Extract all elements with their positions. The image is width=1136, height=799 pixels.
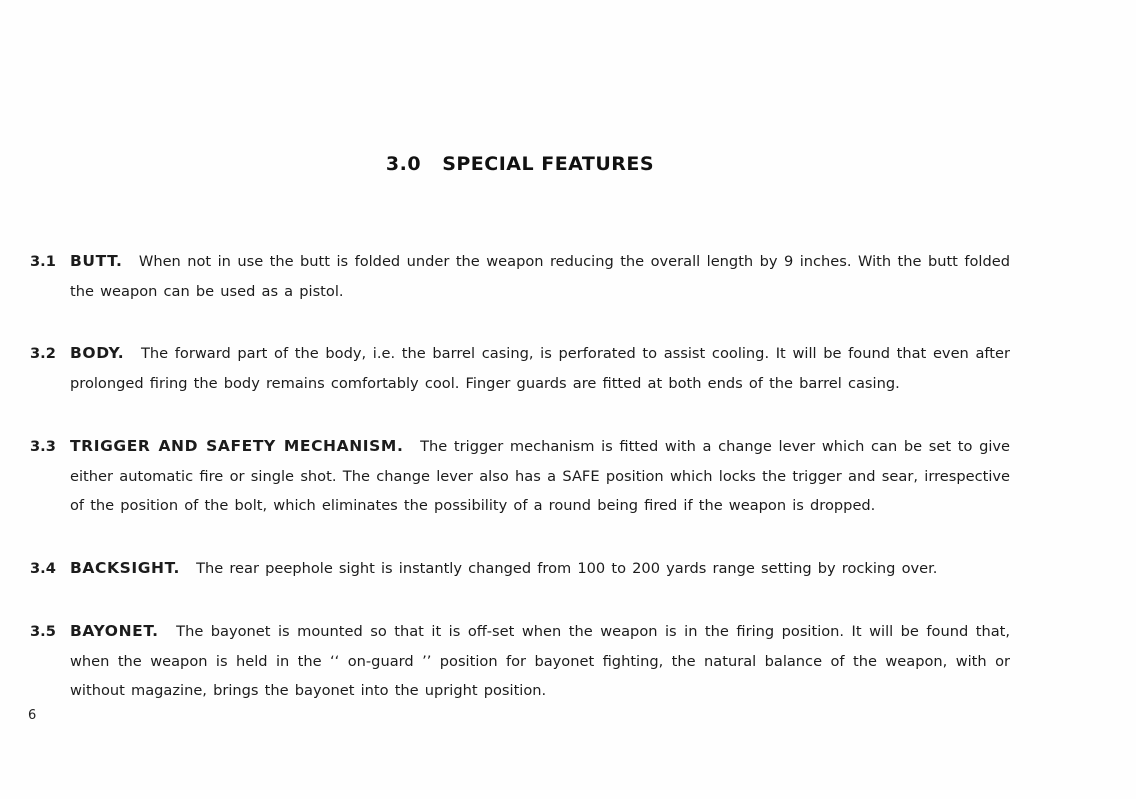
section-heading: BUTT. xyxy=(70,252,123,270)
section-body xyxy=(70,339,1010,398)
title-number: 3.0 xyxy=(385,153,422,175)
section-text: The rear peephole sight is instantly changed from 100 to 200 yards range setting by rocking over. xyxy=(196,560,938,577)
section-body xyxy=(70,247,1010,306)
section-number: 3.1 xyxy=(30,253,56,270)
section-heading: BACKSIGHT. xyxy=(70,559,180,577)
section-text: The trigger mechanism is fitted with a change lever which can be set to give either automatic fire or single shot. The change lever also has a SAFE position which locks the trigger and sear, irrespective of the position of the bolt, which eliminates the possibility of a round being fired if the weapon is dropped. xyxy=(70,438,1011,514)
section-heading: TRIGGER AND SAFETY MECHANISM. xyxy=(70,437,404,455)
section-number: 3.2 xyxy=(30,345,56,362)
page-title xyxy=(0,153,1040,175)
section-backsight xyxy=(30,554,1010,584)
section-bayonet xyxy=(30,617,1010,706)
section-trigger-safety xyxy=(30,432,1010,521)
section-butt xyxy=(30,247,1010,306)
section-number: 3.4 xyxy=(30,560,56,577)
page-number: 6 xyxy=(28,708,37,723)
section-text: The forward part of the body, i.e. the barrel casing, is perforated to assist cooling. It will be found that even after prolonged firing the body remains comfortably cool. Finger guards are fitted at both ends of the barrel casing. xyxy=(70,345,1010,392)
section-text: The bayonet is mounted so that it is off-set when the weapon is in the firing position. It will be found that, when the weapon is held in the ‘‘ on-guard ’’ position for bayonet fighting, the natural balance of the weapon, with or without magazine, brings the bayonet into the upright position. xyxy=(70,623,1010,699)
section-body xyxy=(70,554,1010,584)
section-body xyxy=(70,617,1010,706)
section-number: 3.5 xyxy=(30,623,56,640)
section-heading: BAYONET. xyxy=(70,622,159,640)
section-heading: BODY. xyxy=(70,344,125,362)
section-number: 3.3 xyxy=(30,438,56,455)
section-body-description xyxy=(30,339,1010,398)
section-text: When not in use the butt is folded under the weapon reducing the overall length by 9 inches. With the butt folded the weapon can be used as a pistol. xyxy=(70,253,1010,300)
section-body xyxy=(70,432,1010,521)
title-text: SPECIAL FEATURES xyxy=(442,153,655,175)
